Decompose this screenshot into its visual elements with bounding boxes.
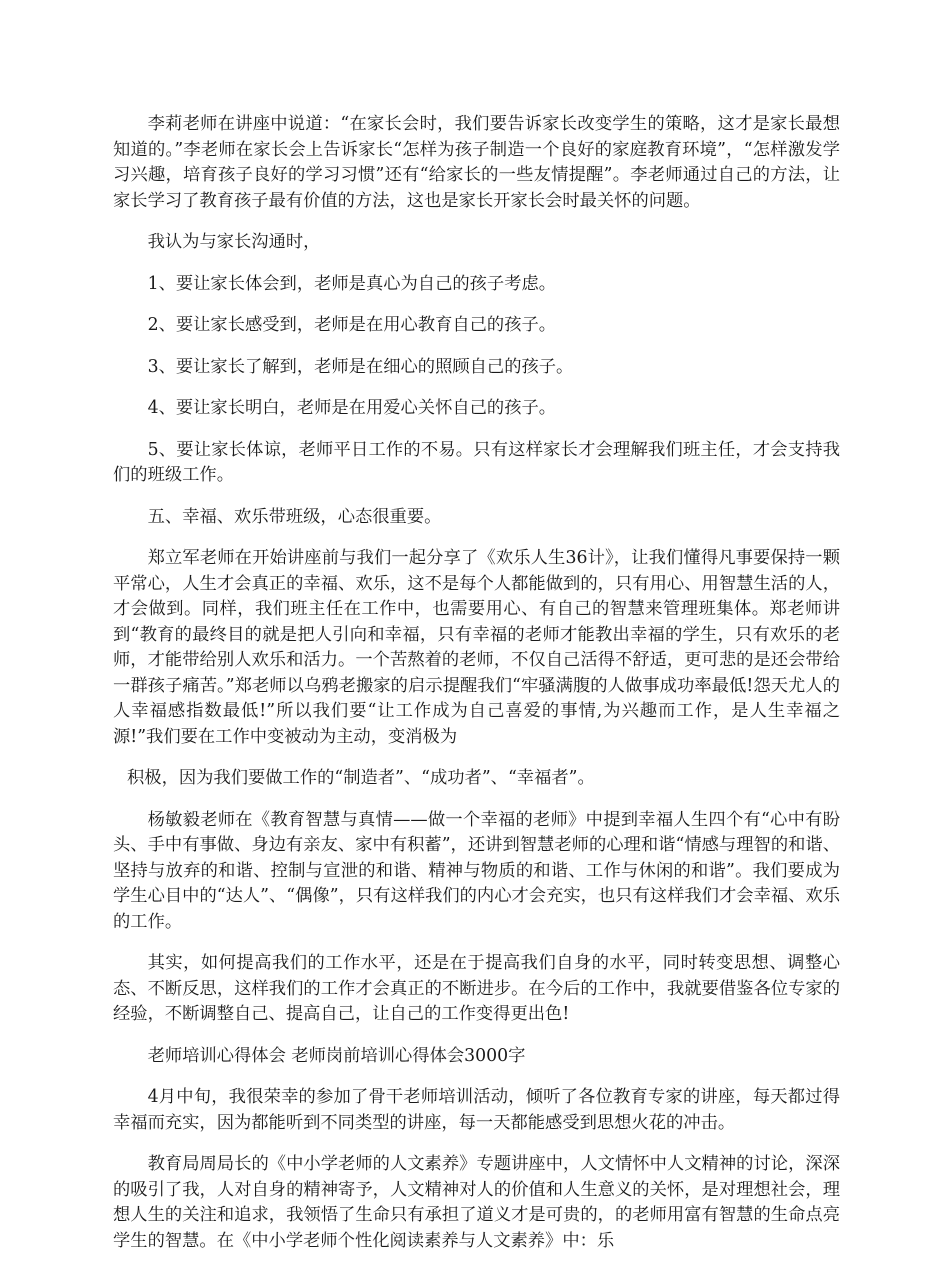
paragraph-communication-intro: 我认为与家长沟通时，	[147, 232, 321, 252]
section-heading-five: 五、幸福、欢乐带班级，心态很重要。	[147, 506, 442, 527]
paragraph-director-zhou: 教育局周局长的《中小学老师的人文素养》专题讲座中，人文情怀中人文精神的讨论，深深的吸引了我，人对自身的精神寄予，人文精神对人的价值和人生意义的关怀，是对理想社会，理想人生的关注和追求，我领悟了生命只有承担了道义才是可贵的，的老师用富有智慧的生命点亮学生的智慧。在《中小学老师个性化阅读素养与人文素养》中：乐	[113, 1154, 840, 1251]
article-title: 老师培训心得体会 老师岗前培训心得体会3000字	[147, 1045, 526, 1066]
list-item-point-5: 5、要让家长体谅，老师平日工作的不易。只有这样家长才会理解我们班主任，才会支持我们的班级工作。	[113, 439, 840, 485]
list-item-point-1: 1、要让家长体会到，老师是真心为自己的孩子考虑。	[147, 273, 557, 294]
paragraph-april-training: 4月中旬，我很荣幸的参加了骨干老师培训活动，倾听了各位教育专家的讲座，每天都过得幸福而充实，因为都能听到不同类型的讲座，每一天都能感受到思想火花的冲击。	[113, 1087, 840, 1133]
list-item-point-2: 2、要让家长感受到，老师是在用心教育自己的孩子。	[147, 315, 557, 335]
document-page	[113, 112, 840, 1270]
list-item-point-4: 4、要让家长明白，老师是在用爱心关怀自己的孩子。	[147, 398, 557, 418]
list-item-point-3: 3、要让家长了解到，老师是在细心的照顾自己的孩子。	[147, 356, 574, 377]
paragraph-yang-minyi: 杨敏毅老师在《教育智慧与真情——做一个幸福的老师》中提到幸福人生四个有“心中有盼头、手中有事做、身边有亲友、家中有积蓄”，还讲到智慧老师的心理和谐“情感与理智的和谐、坚持与放弃的和谐、控制与宣泄的和谐、精神与物质的和谐、工作与休闲的和谐”。我们要成为学生心目中的“达人”、“偶像”，只有这样我们的内心才会充实，也只有这样我们才会幸福、欢乐的工作。	[113, 809, 840, 932]
paragraph-continuation: 积极，因为我们要做工作的“制造者”、“成功者”、“幸福者”。	[127, 768, 595, 788]
paragraph-li-li-lecture: 李莉老师在讲座中说道：“在家长会时，我们要告诉家长改变学生的策略，这才是家长最想知道的。”李老师在家长会上告诉家长“怎样为孩子制造一个良好的家庭教育环境”，“怎样激发学习兴趣，培育孩子良好的学习习惯”还有“给家长的一些友情提醒”。李老师通过自己的方法，让家长学习了教育孩子最有价值的方法，这也是家长开家长会时最关怀的问题。	[113, 114, 840, 211]
paragraph-zheng-lijun: 郑立军老师在开始讲座前与我们一起分享了《欢乐人生36计》，让我们懂得凡事要保持一颗平常心，人生才会真正的幸福、欢乐，这不是每个人都能做到的，只有用心、用智慧生活的人，才会做到。同样，我们班主任在工作中，也需要用心、有自己的智慧来管理班集体。郑老师讲到“教育的最终目的就是把人引向和幸福，只有幸福的老师才能教出幸福的学生，只有欢乐的老师，才能带给别人欢乐和活力。一个苦熬着的老师，不仅自己活得不舒适，更可悲的是还会带给一群孩子痛苦。”郑老师以乌鸦老搬家的启示提醒我们“牢骚满腹的人做事成功率最低!怨天尤人的人幸福感指数最低!”所以我们要“让工作成为自己喜爱的事情,为兴趣而工作，是人生幸福之源!”我们要在工作中变被动为主动，变消极为	[113, 548, 840, 747]
paragraph-conclusion: 其实，如何提高我们的工作水平，还是在于提高我们自身的水平，同时转变思想、调整心态、不断反思，这样我们的工作才会真正的不断进步。在今后的工作中，我就要借鉴各位专家的经验，不断调整自己、提高自己，让自己的工作变得更出色!	[113, 953, 840, 1024]
